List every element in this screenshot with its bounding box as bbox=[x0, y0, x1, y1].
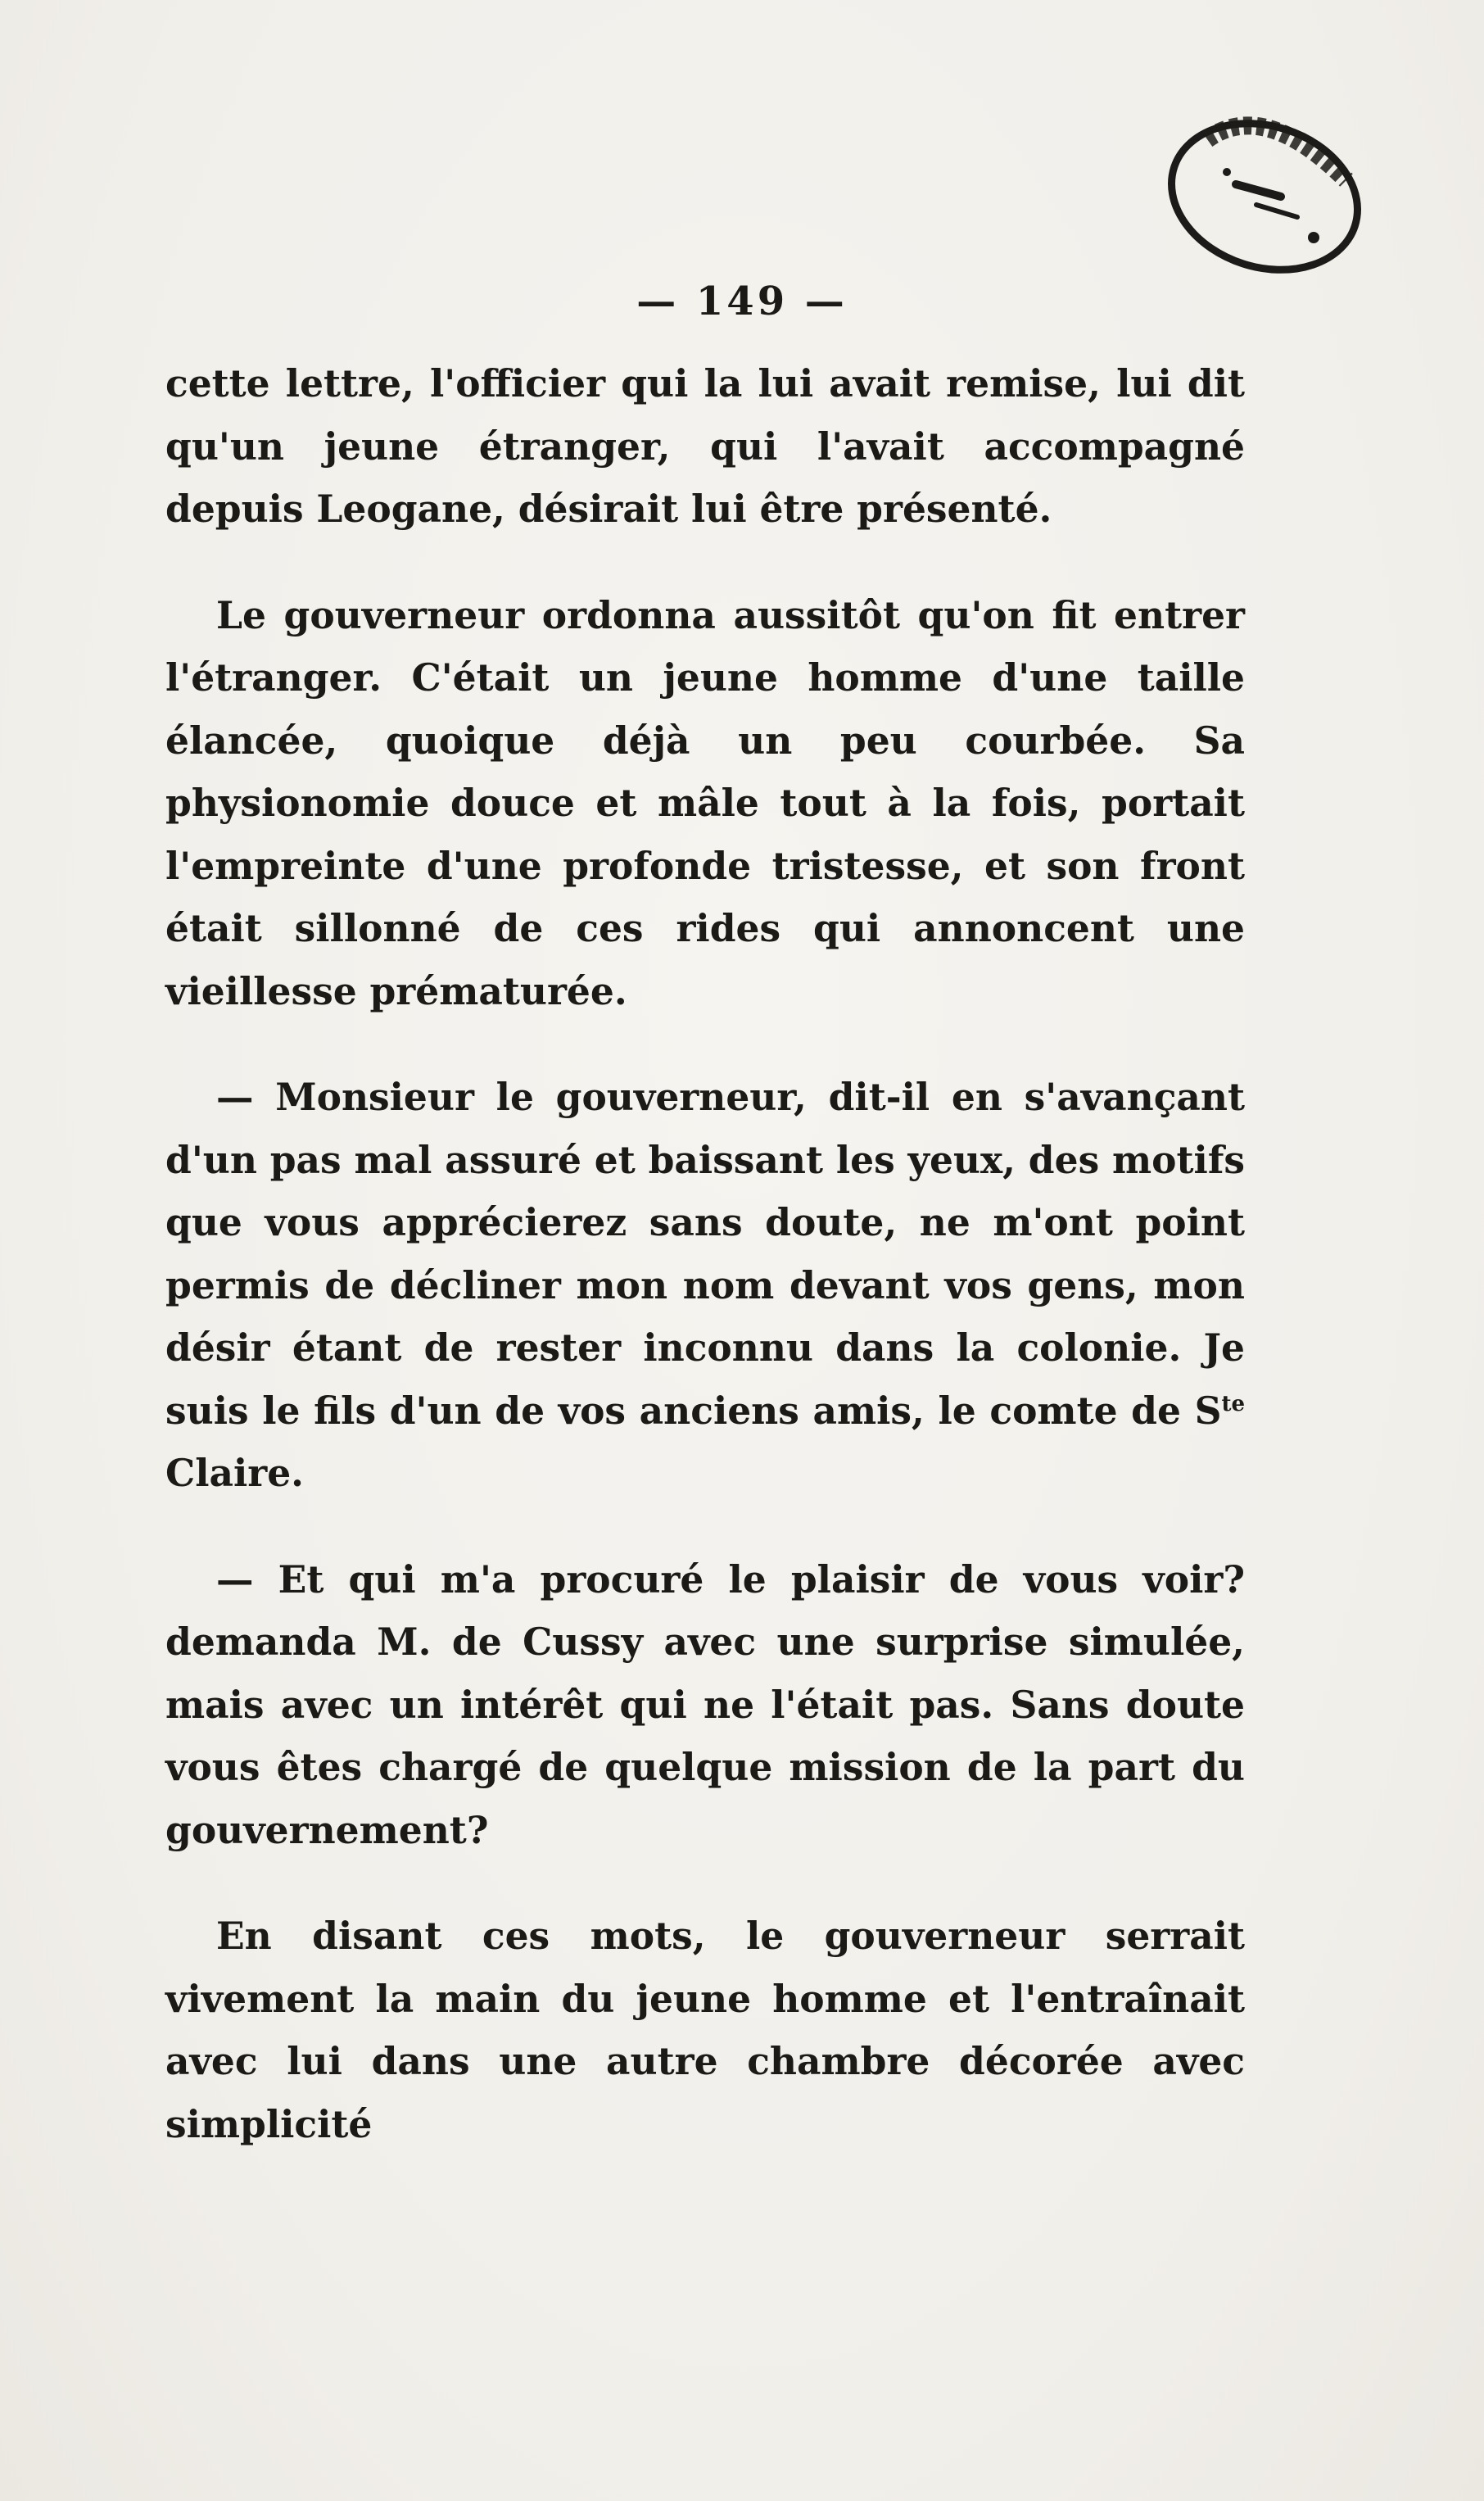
paragraph-5: En disant ces mots, le gouverneur serrait vivement la main du jeune homme et l'entraînait avec lui dans une autre chambre décorée avec simplicité bbox=[165, 1914, 1245, 2146]
paragraph-2: Le gouverneur ordonna aussitôt qu'on fit entrer l'étranger. C'était un jeune homme d'une taille élancée, quoique déjà un peu courbée. Sa physionomie douce et mâle tout à la fois, portait l'empreinte d'une profonde tristesse, et son front était sillonné de ces rides qui annoncent une vieillesse prématurée. bbox=[165, 592, 1245, 1013]
body-text bbox=[165, 352, 1245, 2155]
paragraph-1: cette lettre, l'officier qui la lui avait remise, lui dit qu'un jeune étranger, qui l'avait accompagné depuis Leogane, désirait lui être présenté. bbox=[165, 361, 1245, 531]
paragraph-3 bbox=[165, 1066, 1245, 1505]
library-stamp bbox=[1158, 106, 1371, 287]
paragraph-3-text-end: Claire. bbox=[165, 1451, 305, 1495]
paragraph-4: — Et qui m'a procuré le plaisir de vous voir? demanda M. de Cussy avec une surprise simulée, mais avec un intérêt qui ne l'était pas. Sans doute vous êtes chargé de quelque mission de la part du gouvernement? bbox=[165, 1556, 1245, 1852]
superscript-te: te bbox=[1221, 1391, 1245, 1416]
paragraph-3-text: — Monsieur le gouverneur, dit-il en s'avançant d'un pas mal assuré et baissant les yeux, des motifs que vous apprécierez sans doute, ne m'ont point permis de décliner mon nom devant vos gens, mon désir étant de rester inconnu dans la colonie. Je suis le fils d'un de vos anciens amis, le comte de S bbox=[165, 1075, 1246, 1433]
page-number: — 149 — bbox=[636, 279, 848, 324]
